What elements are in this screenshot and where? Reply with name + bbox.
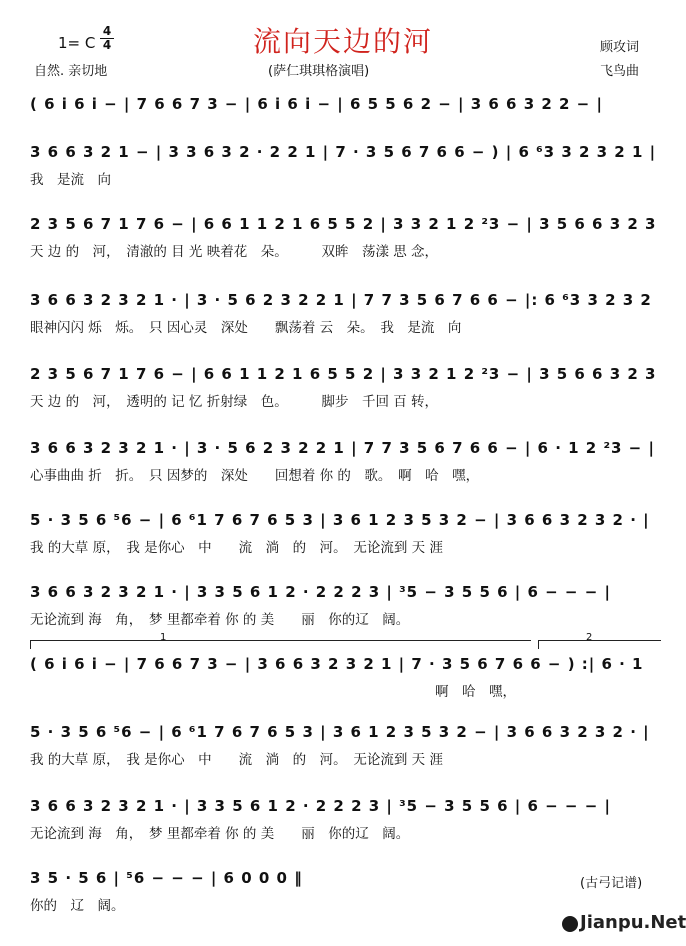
notation-line: 3 6 6 3 2 3 2 1 · | 3 3 5 6 1 2 · 2 2 2 3 | ³5 − 3 5 5 6 | 6 − − − | bbox=[30, 583, 611, 601]
lyric-line: 我 的大草 原， 我 是你心 中 流 淌 的 河。 无论流到 天 涯 bbox=[30, 752, 443, 768]
meter-bottom: 4 bbox=[102, 38, 112, 52]
transcriber-credit: (古弓记谱) bbox=[580, 876, 643, 891]
page-title: 流向天边的河 bbox=[252, 25, 433, 58]
lyric-line: 你的 辽 阔。 bbox=[30, 898, 125, 914]
notation-line: 3 5 · 5 6 | ⁵6 − − − | 6 0 0 0 ‖ bbox=[30, 869, 303, 887]
notation-line: 3 6 6 3 2 3 2 1 · | 3 · 5 6 2 3 2 2 1 | 7 7 3 5 6 7 6 6 − |: 6 ⁶3 3 2 3 2 bbox=[30, 291, 652, 309]
lyric-line: 我 是流 向 bbox=[30, 172, 111, 188]
volta-brackets bbox=[30, 634, 660, 648]
notation-line: 2 3 5 6 7 1 7 6 − | 6 6 1 1 2 1 6 5 5 2 | 3 3 2 1 2 ²3 − | 3 5 6 6 3 2 3 bbox=[30, 215, 657, 233]
performer-subtitle: (萨仁琪琪格演唱) bbox=[268, 64, 370, 79]
lyric-line: 我 的大草 原， 我 是你心 中 流 淌 的 河。 无论流到 天 涯 bbox=[30, 540, 443, 556]
lyric-line: 天 边 的 河， 清澈的 目 光 映着花 朵。 双眸 荡漾 思 念， bbox=[30, 244, 439, 260]
notation-line: 5 · 3 5 6 ⁵6 − | 6 ⁶1 7 6 7 6 5 3 | 3 6 1 2 3 5 3 2 − | 3 6 6 3 2 3 2 · | bbox=[30, 511, 650, 529]
lyric-line: 无论流到 海 角， 梦 里都牵着 你 的 美 丽 你的辽 阔。 bbox=[30, 612, 410, 628]
notation-line: 3 6 6 3 2 1 − | 3 3 6 3 2 · 2 2 1 | 7 · 3 5 6 7 6 6 − ) | 6 ⁶3 3 2 3 2 1 | bbox=[30, 143, 657, 161]
watermark-logo-icon bbox=[562, 916, 578, 932]
lyric-line: 啊 哈 嘿， bbox=[30, 684, 516, 700]
notation-line: 5 · 3 5 6 ⁵6 − | 6 ⁶1 7 6 7 6 5 3 | 3 6 1 2 3 5 3 2 − | 3 6 6 3 2 3 2 · | bbox=[30, 723, 650, 741]
volta-2-number: 2 bbox=[586, 632, 593, 643]
notation-line: ( 6 i 6 i − | 7 6 6 7 3 − | 3 6 6 3 2 3 2 1 | 7 · 3 5 6 7 6 6 − ) :| 6 · 1 bbox=[30, 655, 644, 673]
notation-line: 2 3 5 6 7 1 7 6 − | 6 6 1 1 2 1 6 5 5 2 | 3 3 2 1 2 ²3 − | 3 5 6 6 3 2 3 bbox=[30, 365, 657, 383]
composer-credit: 飞鸟曲 bbox=[600, 64, 640, 79]
volta-1-number: 1 bbox=[160, 632, 167, 643]
lyric-line bbox=[30, 122, 660, 142]
lyricist-credit: 顾攻词 bbox=[600, 40, 640, 55]
tempo-marking: 自然. 亲切地 bbox=[34, 64, 108, 79]
notation-line: ( 6 i 6 i − | 7 6 6 7 3 − | 6 i 6 i − | 6 5 5 6 2 − | 3 6 6 3 2 2 − | bbox=[30, 95, 603, 113]
meter-top: 4 bbox=[102, 24, 112, 38]
time-signature bbox=[100, 26, 114, 51]
lyric-line: 心事曲曲 折 折。 只 因梦的 深处 回想着 你 的 歌。 啊 哈 嘿， bbox=[30, 468, 480, 484]
lyric-line: 无论流到 海 角， 梦 里都牵着 你 的 美 丽 你的辽 阔。 bbox=[30, 826, 410, 842]
lyric-line: 眼神闪闪 烁 烁。 只 因心灵 深处 飘荡着 云 朵。 我 是流 向 bbox=[30, 320, 462, 336]
key-signature: 1= C bbox=[58, 34, 96, 52]
watermark: Jianpu.Net bbox=[580, 912, 686, 933]
notation-line: 3 6 6 3 2 3 2 1 · | 3 3 5 6 1 2 · 2 2 2 3 | ³5 − 3 5 5 6 | 6 − − − | bbox=[30, 797, 611, 815]
lyric-line: 天 边 的 河， 透明的 记 忆 折射绿 色。 脚步 千回 百 转， bbox=[30, 394, 439, 410]
notation-line: 3 6 6 3 2 3 2 1 · | 3 · 5 6 2 3 2 2 1 | 7 7 3 5 6 7 6 6 − | 6 · 1 2 ²3 − | bbox=[30, 439, 655, 457]
